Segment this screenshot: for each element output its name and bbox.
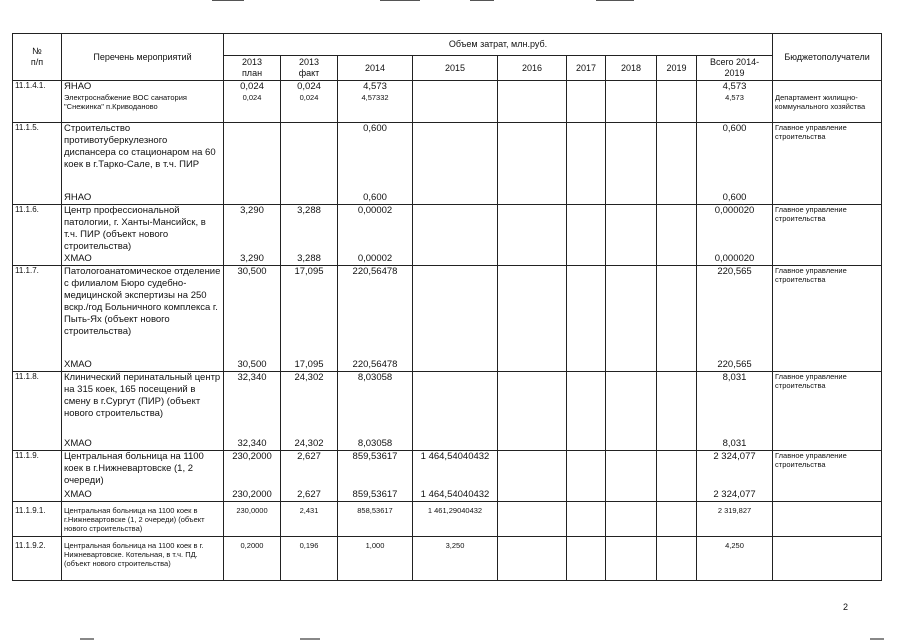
row-region: ХМАО	[64, 359, 92, 370]
cell-2015: 1 464,54040432	[420, 451, 490, 462]
row-name: Патологоанатомическое отделение с филиалом Бюро судебно-медицинской экспертизы на 250 вскр./год Больничного комплекса г. Пыть-Ях (объект нового строительства)	[64, 266, 221, 337]
cell-total: 8,031	[722, 372, 747, 383]
row-region: ХМАО	[64, 438, 92, 449]
header-2018: 2018	[606, 56, 657, 81]
cell-2014-region: 220,56478	[352, 359, 398, 370]
row-name: Центральная больница на 1100 коек в г.Нижневартовске (1, 2 очереди)	[64, 451, 204, 486]
cell-2013-plan: 32,340	[237, 372, 267, 383]
row-num: 11.1.6.	[15, 205, 39, 214]
cell-total-region: 220,565	[717, 359, 752, 370]
header-2013-fact: 2013 факт	[281, 56, 338, 81]
cell-recipient: Главное управление строительства	[775, 205, 847, 223]
row-name: Электроснабжение ВОС санатория "Снежинка" п.Криводаново	[64, 93, 187, 111]
cell-2013-plan: 0,024	[240, 81, 264, 92]
cell-total-sub: 4,573	[725, 93, 744, 102]
table-row	[13, 81, 882, 123]
header-2016: 2016	[498, 56, 567, 81]
cell-2014-region: 0,600	[363, 192, 387, 203]
row-num: 11.1.5.	[15, 123, 39, 132]
cell-2014: 8,03058	[357, 372, 393, 383]
cell-total-region: 2 324,077	[713, 489, 756, 500]
cell-2013-plan-region: 3,290	[240, 253, 264, 264]
cell-2013-plan-region: 30,500	[237, 359, 267, 370]
cell-total: 2 319,827	[717, 506, 752, 515]
header-2014: 2014	[338, 56, 413, 81]
cell-total: 0,000020	[714, 205, 755, 216]
scan-mark	[380, 0, 420, 1]
cell-recipient: Главное управление строительства	[775, 451, 847, 469]
table-row	[13, 502, 882, 537]
cell-2013-fact-region: 24,302	[294, 438, 324, 449]
row-num: 11.1.9.1.	[15, 506, 46, 515]
row-name: Центр профессиональной патологии, г. Ханты-Мансийск, в т.ч. ПИР (объект нового строительства)	[64, 205, 206, 252]
scan-mark	[596, 0, 634, 1]
row-num: 11.1.9.	[15, 451, 39, 460]
row-name: Центральная больница на 1100 коек в г.Нижневартовске (1, 2 очереди) (объект нового строительства)	[64, 506, 205, 533]
cell-total: 2 324,077	[713, 451, 756, 462]
cell-2014-region: 8,03058	[357, 438, 393, 449]
cell-2014-region: 0,00002	[357, 253, 393, 264]
cell-2013-plan-region: 32,340	[237, 438, 267, 449]
table-row	[13, 123, 882, 205]
cell-2013-fact-region: 3,288	[297, 253, 321, 264]
cell-total: 4,573	[722, 81, 747, 92]
cell-total: 4,250	[725, 541, 744, 550]
cell-2013-plan-sub: 0,024	[242, 93, 262, 102]
cell-2013-plan: 0,2000	[240, 541, 264, 550]
row-name: Строительство противотуберкулезного диспансера со стационаром на 60 коек в г.Тарко-Сале, в т.ч. ПИР	[64, 123, 216, 170]
cell-total-region: 0,000020	[714, 253, 755, 264]
row-region: ЯНАО	[64, 81, 92, 92]
row-num: 11.1.4.1.	[15, 81, 46, 90]
row-num: 11.1.9.2.	[15, 541, 46, 550]
header-recipient: Бюджетополучатели	[773, 34, 882, 81]
header-num: № п/п	[13, 34, 62, 81]
cell-recipient: Главное управление строительства	[775, 266, 847, 284]
cell-2014: 0,00002	[357, 205, 393, 216]
cell-2013-fact: 17,095	[294, 266, 324, 277]
cell-2014-sub: 4,57332	[361, 93, 389, 102]
cell-2015-region: 1 464,54040432	[420, 489, 490, 500]
cell-2013-fact: 0,196	[299, 541, 319, 550]
scan-mark	[212, 0, 244, 1]
cell-2014-region: 859,53617	[352, 489, 398, 500]
cell-2013-fact: 2,627	[297, 451, 321, 462]
table-row	[13, 372, 882, 451]
cell-2013-plan: 230,0000	[236, 506, 268, 515]
cell-2014: 859,53617	[352, 451, 398, 462]
cell-total-region: 0,600	[722, 192, 747, 203]
row-region: ХМАО	[64, 489, 92, 500]
scan-mark	[470, 0, 494, 1]
cell-total: 0,600	[722, 123, 747, 134]
header-total: Всего 2014- 2019	[697, 56, 773, 81]
header-2013-plan: 2013 план	[224, 56, 281, 81]
cell-2014: 220,56478	[352, 266, 398, 277]
table-row	[13, 451, 882, 502]
cell-2015: 3,250	[445, 541, 465, 550]
cell-2013-plan: 3,290	[240, 205, 264, 216]
cell-2013-plan-region: 230,2000	[232, 489, 272, 500]
table-row	[13, 205, 882, 266]
cell-2013-fact-sub: 0,024	[299, 93, 319, 102]
cell-total-region: 8,031	[722, 438, 747, 449]
cell-2014: 0,600	[363, 123, 387, 134]
row-region: ХМАО	[64, 253, 92, 264]
cell-recipient: Главное управление строительства	[775, 372, 847, 390]
cell-2014: 858,53617	[357, 506, 393, 515]
cell-2013-fact: 0,024	[297, 81, 321, 92]
table-row	[13, 537, 882, 581]
row-name: Клинический перинатальный центр на 315 коек, 165 посещений в смену в г.Сургут (ПИР) (объект нового строительства)	[64, 372, 221, 419]
cell-recipient: Главное управление строительства	[775, 123, 847, 141]
cell-2015: 1 461,29040432	[427, 506, 483, 515]
row-num: 11.1.8.	[15, 372, 39, 381]
cell-2013-plan: 230,2000	[232, 451, 272, 462]
cell-2013-fact: 24,302	[294, 372, 324, 383]
expenditure-table	[12, 33, 882, 581]
cell-2014: 4,573	[363, 81, 387, 92]
table-row	[13, 266, 882, 372]
row-region: ЯНАО	[64, 192, 92, 203]
row-num: 11.1.7.	[15, 266, 39, 275]
cell-2013-fact-region: 2,627	[297, 489, 321, 500]
cell-recipient: Департамент жилищно-коммунального хозяйства	[775, 92, 866, 111]
cell-2013-plan: 30,500	[237, 266, 267, 277]
page-number: 2	[842, 602, 848, 612]
cell-2013-fact: 3,288	[297, 205, 321, 216]
header-2019: 2019	[657, 56, 697, 81]
cell-2013-fact-region: 17,095	[294, 359, 324, 370]
header-2017: 2017	[567, 56, 606, 81]
header-volume: Объем затрат, млн.руб.	[224, 34, 773, 56]
header-2015: 2015	[413, 56, 498, 81]
row-name: Центральная больница на 1100 коек в г. Нижневартовске. Котельная, в т.ч. ПД. (объект нового строительства)	[64, 541, 204, 568]
header-measures: Перечень мероприятий	[62, 34, 224, 81]
cell-2013-fact: 2,431	[299, 506, 319, 515]
cell-total: 220,565	[717, 266, 752, 277]
cell-2014: 1,000	[365, 541, 385, 550]
